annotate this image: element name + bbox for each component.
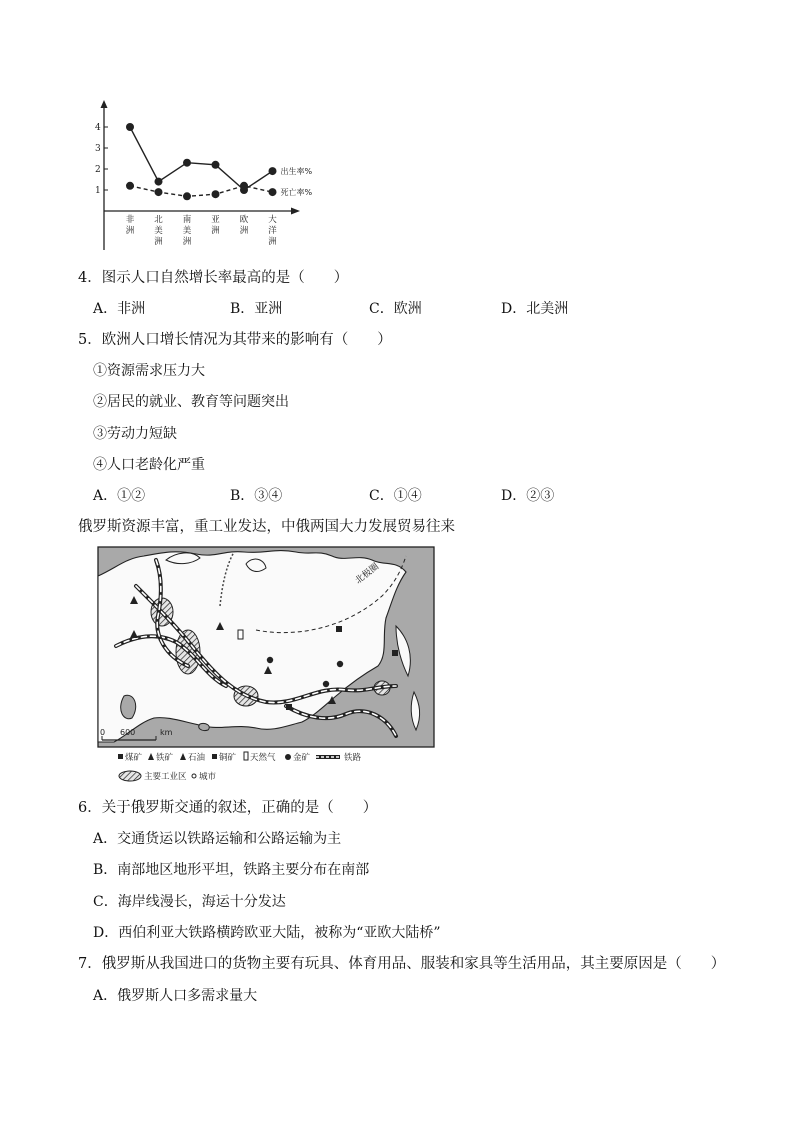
- legend-city: 城市: [199, 772, 217, 782]
- oil-symbol: [180, 753, 186, 760]
- legend-gas: 天然气: [250, 753, 276, 763]
- legend-industrial: 主要工业区: [144, 772, 187, 782]
- data-point: [212, 161, 220, 169]
- data-point: [126, 123, 134, 131]
- category-label: 南美洲: [182, 215, 192, 247]
- gold-symbol: [285, 754, 291, 760]
- q4-option-a[interactable]: A．非洲: [93, 301, 146, 317]
- q5-option-b[interactable]: B．③④: [230, 488, 283, 504]
- q5-statement-3: ③劳动力短缺: [93, 426, 177, 442]
- q5-option-d[interactable]: D．②③: [501, 488, 555, 504]
- chart-svg: [88, 98, 328, 258]
- category-label: 欧洲: [239, 215, 249, 236]
- scale-unit: km: [160, 728, 173, 737]
- data-point: [269, 167, 277, 175]
- scale-zero: 0: [100, 728, 106, 737]
- y-tick-label: 1: [95, 186, 101, 196]
- data-point: [155, 178, 163, 186]
- data-point: [212, 190, 220, 198]
- series-line-1: [130, 186, 273, 197]
- category-label: 大洋洲: [268, 215, 277, 247]
- copper-symbol: [212, 754, 217, 759]
- map-legend: [118, 752, 362, 782]
- legend-gold: 金矿: [293, 753, 311, 763]
- industrial-zone-symbol: [119, 771, 141, 781]
- q6-option-c[interactable]: C．海岸线漫长，海运十分发达: [93, 894, 286, 910]
- gas-symbol: [244, 752, 248, 760]
- q5-option-c[interactable]: C．①④: [369, 488, 422, 504]
- series-label: 出生率%: [280, 167, 313, 177]
- data-point: [240, 182, 248, 190]
- category-label: 北美洲: [154, 215, 163, 247]
- arctic-circle-label: 北极圈: [353, 561, 382, 587]
- q5-statement-1: ①资源需求压力大: [93, 363, 205, 379]
- legend-copper: 铜矿: [219, 753, 237, 763]
- city-symbol: [192, 774, 196, 778]
- y-tick-label: 4: [95, 123, 101, 133]
- legend-coal: 煤矿: [125, 753, 143, 763]
- category-label: 非洲: [125, 215, 135, 236]
- q4-option-b[interactable]: B．亚洲: [230, 301, 283, 317]
- q4-stem: 4．图示人口自然增长率最高的是（ ）: [78, 270, 349, 286]
- coal-symbol: [118, 754, 123, 759]
- y-axis-arrow: [101, 100, 108, 108]
- caspian-sea: [121, 695, 136, 718]
- russia-intro: 俄罗斯资源丰富，重工业发达，中俄两国大力发展贸易往来: [78, 519, 455, 535]
- x-axis-arrow: [291, 208, 300, 215]
- q6-option-b[interactable]: B．南部地区地形平坦，铁路主要分布在南部: [93, 862, 370, 878]
- russia-resource-map: [96, 546, 438, 794]
- q6-option-a[interactable]: A．交通货运以铁路运输和公路运输为主: [93, 831, 342, 847]
- q5-option-a[interactable]: A．①②: [93, 488, 146, 504]
- y-tick-label: 2: [95, 165, 101, 175]
- map-svg: [96, 546, 438, 794]
- q5-statement-4: ④人口老龄化严重: [93, 457, 205, 473]
- legend-iron: 铁矿: [156, 753, 174, 763]
- q7-option-a[interactable]: A．俄罗斯人口多需求量大: [93, 988, 258, 1004]
- birth-death-rate-chart: [88, 98, 328, 258]
- y-tick-label: 3: [95, 144, 101, 154]
- iron-symbol: [148, 753, 154, 760]
- q4-option-d[interactable]: D．北美洲: [501, 301, 569, 317]
- data-point: [183, 159, 191, 167]
- q6-option-d[interactable]: D．西伯利亚大铁路横跨欧亚大陆，被称为“亚欧大陆桥”: [93, 925, 441, 941]
- q7-stem: 7．俄罗斯从我国进口的货物主要有玩具、体育用品、服装和家具等生活用品，其主要原因是（ ）: [78, 956, 726, 972]
- series-line-0: [130, 127, 273, 190]
- data-point: [155, 188, 163, 196]
- q5-statement-2: ②居民的就业、教育等问题突出: [93, 394, 289, 410]
- data-point: [269, 188, 277, 196]
- legend-railway: 铁路: [344, 753, 362, 763]
- data-point: [183, 192, 191, 200]
- q4-option-c[interactable]: C．欧洲: [369, 301, 422, 317]
- data-point: [126, 182, 134, 190]
- lake: [199, 723, 210, 730]
- category-label: 亚洲: [211, 215, 220, 236]
- scale-value: 600: [120, 728, 136, 737]
- q6-stem: 6．关于俄罗斯交通的叙述，正确的是（ ）: [78, 800, 378, 816]
- legend-oil: 石油: [188, 753, 206, 763]
- q5-stem: 5．欧洲人口增长情况为其带来的影响有（ ）: [78, 332, 392, 348]
- series-label: 死亡率%: [280, 188, 313, 198]
